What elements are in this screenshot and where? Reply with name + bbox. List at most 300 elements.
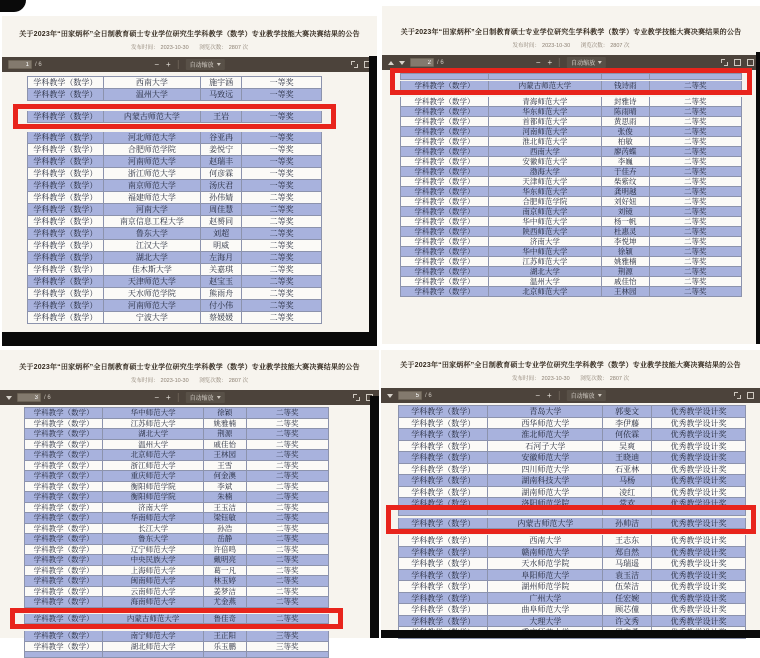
award-cell: 二等奖 <box>242 252 322 263</box>
university-cell: 浙江师范大学 <box>103 461 204 471</box>
name-cell: 戚佳怡 <box>204 440 247 450</box>
award-cell: 优秀教学设计奖 <box>652 535 746 546</box>
name-cell: 刘好妞 <box>602 197 650 206</box>
university-cell: 重庆师范大学 <box>103 471 204 481</box>
publish-time-label: 发布时间： <box>131 45 159 51</box>
award-cell: 一等奖 <box>242 156 322 167</box>
subject-cell <box>400 74 489 79</box>
results-table <box>400 73 742 297</box>
result-row <box>400 177 742 187</box>
subject-cell: 学科教学（数学） <box>27 132 104 143</box>
subject-cell: 学科教学（数学） <box>398 441 488 452</box>
award-cell: 二等奖 <box>650 237 742 246</box>
university-cell <box>489 74 602 79</box>
download-icon[interactable] <box>747 59 754 66</box>
award-cell: 二等奖 <box>242 216 322 227</box>
subject-cell: 学科教学（数学） <box>400 117 489 126</box>
result-row <box>400 257 742 267</box>
name-cell: 王晓迪 <box>603 452 652 463</box>
university-cell: 湖北大学 <box>489 267 602 276</box>
name-cell: 孙浩 <box>204 524 247 534</box>
zoom-mode-select[interactable] <box>567 390 606 401</box>
name-cell: 赵瑞丰 <box>201 156 242 167</box>
views-value: 2807 次 <box>228 45 248 51</box>
award-cell: 一等奖 <box>242 180 322 191</box>
total-pages-label: / 6 <box>44 394 51 401</box>
university-cell: 天津师范大学 <box>104 276 201 287</box>
zoom-mode-select[interactable] <box>567 57 606 68</box>
result-row <box>24 524 329 535</box>
publish-time-value: 2023-10-30 <box>160 378 189 384</box>
university-cell: 福建师范大学 <box>104 192 201 203</box>
subject-cell <box>24 652 103 657</box>
name-cell: 鲁佳奇 <box>204 614 247 624</box>
letterbox-strip <box>2 332 377 346</box>
total-pages-label: / 6 <box>35 61 42 68</box>
subject-cell: 学科教学（数学） <box>24 461 103 471</box>
subject-cell: 学科教学（数学） <box>400 207 489 216</box>
award-cell: 优秀教学设计奖 <box>652 616 746 627</box>
result-row-highlighted <box>398 518 746 530</box>
name-cell: 王林园 <box>602 287 650 296</box>
result-row <box>24 461 329 472</box>
name-cell: 乐玉鹏 <box>204 642 247 652</box>
subject-cell <box>398 510 488 515</box>
name-cell: 赵宝玉 <box>201 276 242 287</box>
next-page-icon[interactable] <box>387 394 393 398</box>
university-cell: 中央民族大学 <box>103 555 204 565</box>
award-cell: 二等奖 <box>247 419 329 429</box>
name-cell: 何依霖 <box>603 429 652 440</box>
result-row <box>27 252 322 264</box>
award-cell: 二等奖 <box>650 267 742 276</box>
photo-corner <box>0 0 26 12</box>
university-cell: 曲阜师范大学 <box>488 604 603 615</box>
name-cell <box>603 510 652 515</box>
views-value: 2807 次 <box>610 43 630 49</box>
zoom-out-button[interactable]: − <box>154 392 159 402</box>
fullscreen-icon[interactable] <box>351 61 358 68</box>
university-cell: 华中师范大学 <box>103 408 204 418</box>
name-cell: 袁玉洁 <box>603 570 652 581</box>
zoom-in-button[interactable]: + <box>547 57 553 67</box>
subject-cell: 学科教学（数学） <box>398 429 488 440</box>
name-cell: 廖芮蝶 <box>602 147 650 156</box>
name-cell: 王志东 <box>603 535 652 546</box>
result-row <box>24 566 329 577</box>
subject-cell: 学科教学（数学） <box>400 147 489 156</box>
views-value: 2807 次 <box>228 378 248 384</box>
result-row <box>24 440 329 451</box>
name-cell: 王玉洁 <box>204 503 247 513</box>
views-value: 2807 次 <box>609 376 629 382</box>
publish-time-label: 发布时间： <box>512 43 541 49</box>
result-row <box>398 487 746 499</box>
result-row <box>24 513 329 524</box>
award-cell: 一等奖 <box>242 111 322 122</box>
award-cell: 优秀教学设计奖 <box>652 475 746 486</box>
zoom-in-button[interactable]: + <box>165 59 171 69</box>
subject-cell: 学科教学（数学） <box>27 89 104 100</box>
name-cell: 徐颖 <box>204 408 247 418</box>
university-cell: 河南师范大学 <box>104 156 201 167</box>
result-row <box>24 492 329 503</box>
zoom-in-button[interactable]: + <box>165 392 171 402</box>
zoom-mode-label: 自动缩放 <box>189 63 214 69</box>
name-cell: 施宇涵 <box>201 77 242 88</box>
result-row <box>27 240 322 252</box>
award-cell: 二等奖 <box>650 197 742 206</box>
university-cell: 西南大学 <box>489 147 602 156</box>
award-cell: 优秀教学设计奖 <box>652 518 746 529</box>
name-cell: 伍荣洁 <box>603 581 652 592</box>
name-cell: 朱楠 <box>204 492 247 502</box>
award-cell: 优秀教学设计奖 <box>652 464 746 475</box>
award-cell: 二等奖 <box>650 187 742 196</box>
toolbar-divider <box>559 391 560 400</box>
views-label: 浏览次数： <box>199 378 227 384</box>
result-row <box>24 555 329 566</box>
result-row <box>27 288 322 300</box>
university-cell: 首都师范大学 <box>489 117 602 126</box>
award-cell: 二等奖 <box>247 482 329 492</box>
subject-cell: 学科教学（数学） <box>398 535 488 546</box>
result-row <box>24 534 329 545</box>
results-table <box>24 407 329 658</box>
name-cell: 汤庆君 <box>201 180 242 191</box>
name-cell: 李巍 <box>602 157 650 166</box>
name-cell: 姜悦宁 <box>201 144 242 155</box>
name-cell: 尤金燕 <box>204 597 247 607</box>
name-cell: 李悦坤 <box>602 237 650 246</box>
result-row <box>398 604 746 616</box>
result-row <box>27 192 322 204</box>
print-icon[interactable] <box>734 59 741 66</box>
university-cell: 华中师范大学 <box>489 247 602 256</box>
award-cell: 二等奖 <box>650 247 742 256</box>
name-cell: 凌红 <box>603 487 652 498</box>
name-cell: 许倍鸣 <box>204 545 247 555</box>
award-cell: 二等奖 <box>650 157 742 166</box>
university-cell: 湖北大学 <box>103 429 204 439</box>
subject-cell: 学科教学（数学） <box>27 240 104 251</box>
fullscreen-icon[interactable] <box>353 394 360 401</box>
subject-cell: 学科教学（数学） <box>24 555 103 565</box>
award-cell: 二等奖 <box>650 81 742 90</box>
announcement-panel-page2 <box>382 6 760 344</box>
subject-cell: 学科教学（数学） <box>398 593 488 604</box>
subject-cell: 学科教学（数学） <box>400 167 489 176</box>
fullscreen-icon[interactable] <box>734 392 741 399</box>
results-table <box>27 76 322 324</box>
name-cell: 郑自然 <box>603 547 652 558</box>
name-cell: 杨一帆 <box>602 217 650 226</box>
publish-time-value: 2023-10-30 <box>541 376 570 382</box>
subject-cell: 学科教学（数学） <box>24 492 103 502</box>
pdf-toolbar <box>0 390 379 405</box>
chevron-down-icon <box>598 61 602 64</box>
result-row <box>398 441 746 453</box>
subject-cell: 学科教学（数学） <box>398 581 488 592</box>
university-cell: 石河子大学 <box>488 441 603 452</box>
award-cell: 二等奖 <box>242 264 322 275</box>
zoom-out-button[interactable]: − <box>535 390 540 400</box>
university-cell: 内蒙古师范大学 <box>489 81 602 90</box>
subject-cell: 学科教学（数学） <box>24 576 103 586</box>
subject-cell: 学科教学（数学） <box>24 545 103 555</box>
subject-cell: 学科教学（数学） <box>400 81 489 90</box>
name-cell: 戴明亮 <box>204 555 247 565</box>
university-cell: 宁波大学 <box>104 312 201 323</box>
subject-cell: 学科教学（数学） <box>27 288 104 299</box>
award-cell: 优秀教学设计奖 <box>652 547 746 558</box>
name-cell: 岳静 <box>204 534 247 544</box>
name-cell: 黄思雨 <box>602 117 650 126</box>
award-cell: 优秀教学设计奖 <box>652 452 746 463</box>
subject-cell: 学科教学（数学） <box>27 252 104 263</box>
university-cell: 河北师范大学 <box>104 132 201 143</box>
subject-cell: 学科教学（数学） <box>24 566 103 576</box>
award-cell: 二等奖 <box>247 492 329 502</box>
zoom-mode-select[interactable] <box>186 59 225 70</box>
subject-cell: 学科教学（数学） <box>400 157 489 166</box>
university-cell: 江苏师范大学 <box>103 419 204 429</box>
name-cell: 于佳卉 <box>602 167 650 176</box>
result-row <box>27 312 322 324</box>
download-icon[interactable] <box>747 392 754 399</box>
publish-time-value: 2023-10-30 <box>160 45 189 51</box>
university-cell: 长江大学 <box>103 524 204 534</box>
university-cell: 安徽师范大学 <box>489 157 602 166</box>
subject-cell: 学科教学（数学） <box>24 440 103 450</box>
university-cell: 内蒙古师范大学 <box>103 614 204 624</box>
result-row <box>27 144 322 156</box>
zoom-out-button[interactable]: − <box>535 57 541 67</box>
next-page-icon[interactable] <box>399 61 405 65</box>
result-row <box>400 187 742 197</box>
name-cell: 葛一凡 <box>204 566 247 576</box>
subject-cell: 学科教学（数学） <box>27 312 104 323</box>
university-cell: 河南师范大学 <box>489 127 602 136</box>
result-row <box>27 216 322 228</box>
subject-cell: 学科教学（数学） <box>398 475 488 486</box>
name-cell: 杜惠灵 <box>602 227 650 236</box>
university-cell: 衡阳师范学院 <box>103 492 204 502</box>
name-cell: 马瑞遥 <box>603 558 652 569</box>
university-cell: 华南师范大学 <box>103 513 204 523</box>
university-cell: 北京师范大学 <box>103 450 204 460</box>
zoom-in-button[interactable]: + <box>546 390 552 400</box>
name-cell: 孙伟婧 <box>201 192 242 203</box>
result-row <box>27 264 322 276</box>
subject-cell: 学科教学（数学） <box>398 464 488 475</box>
award-cell: 二等奖 <box>247 614 329 624</box>
result-row <box>27 228 322 240</box>
subject-cell: 学科教学（数学） <box>400 277 489 286</box>
result-row <box>398 547 746 559</box>
university-cell: 华中师范大学 <box>489 217 602 226</box>
university-cell: 衡阳师范学院 <box>103 482 204 492</box>
university-cell: 天津师范大学 <box>489 177 602 186</box>
result-row <box>27 168 322 180</box>
name-cell: 明威 <box>201 240 242 251</box>
subject-cell: 学科教学（数学） <box>400 247 489 256</box>
university-cell: 合肥师范学院 <box>104 144 201 155</box>
university-cell: 南京师范大学 <box>489 207 602 216</box>
result-row <box>400 287 742 297</box>
name-cell: 郭斐文 <box>603 406 652 417</box>
chevron-down-icon <box>598 394 602 397</box>
name-cell: 付小伟 <box>201 300 242 311</box>
name-cell: 李斌 <box>204 482 247 492</box>
page-number-input[interactable] <box>410 58 434 67</box>
announcement-panel-page5 <box>381 350 760 638</box>
subject-cell: 学科教学（数学） <box>398 498 488 509</box>
subject-cell: 学科教学（数学） <box>27 276 104 287</box>
award-cell: 一等奖 <box>242 77 322 88</box>
university-cell: 南宁师范大学 <box>103 631 204 641</box>
university-cell: 上海师范大学 <box>103 566 204 576</box>
views-label: 浏览次数： <box>580 43 609 49</box>
award-cell: 二等奖 <box>650 167 742 176</box>
award-cell: 优秀教学设计奖 <box>652 558 746 569</box>
result-row-highlighted <box>400 81 742 91</box>
name-cell: 赵赟同 <box>201 216 242 227</box>
university-cell: 温州大学 <box>104 89 201 100</box>
result-row <box>398 406 746 418</box>
subject-cell: 学科教学（数学） <box>24 408 103 418</box>
page-number-input[interactable] <box>17 393 41 402</box>
subject-cell: 学科教学（数学） <box>27 77 104 88</box>
name-cell: 梁钰敏 <box>204 513 247 523</box>
award-cell: 二等奖 <box>247 534 329 544</box>
page-number-input[interactable] <box>8 60 32 69</box>
name-cell: 陈雨晴 <box>602 107 650 116</box>
award-cell: 优秀教学设计奖 <box>652 429 746 440</box>
result-row <box>398 593 746 605</box>
award-cell: 优秀教学设计奖 <box>652 581 746 592</box>
letterbox-strip <box>756 52 760 344</box>
previous-page-icon[interactable] <box>388 61 394 65</box>
subject-cell: 学科教学（数学） <box>398 452 488 463</box>
name-cell: 柏敏 <box>602 137 650 146</box>
zoom-mode-select[interactable] <box>186 392 225 403</box>
meta-line <box>381 374 760 382</box>
subject-cell: 学科教学（数学） <box>398 406 488 417</box>
award-cell: 优秀教学设计奖 <box>652 441 746 452</box>
subject-cell: 学科教学（数学） <box>24 587 103 597</box>
name-cell: 林玉婷 <box>204 576 247 586</box>
result-row <box>400 147 742 157</box>
name-cell: 吴爽 <box>603 441 652 452</box>
next-page-icon[interactable] <box>6 396 12 400</box>
university-cell: 阜阳师范大学 <box>488 570 603 581</box>
name-cell: 刘镜 <box>602 207 650 216</box>
award-cell: 二等奖 <box>247 429 329 439</box>
name-cell: 周佳慧 <box>201 204 242 215</box>
award-cell: 二等奖 <box>247 513 329 523</box>
award-cell: 优秀教学设计奖 <box>652 604 746 615</box>
university-cell: 青岛大学 <box>488 406 603 417</box>
publish-time-value: 2023-10-30 <box>542 43 571 49</box>
result-row <box>24 587 329 598</box>
university-cell: 华东师范大学 <box>489 187 602 196</box>
university-cell: 北京师范大学 <box>489 287 602 296</box>
award-cell: 二等奖 <box>247 471 329 481</box>
university-cell: 鲁东大学 <box>104 228 201 239</box>
university-cell: 陕西师范大学 <box>489 227 602 236</box>
result-row <box>400 227 742 237</box>
name-cell: 任宏婉 <box>603 593 652 604</box>
views-label: 浏览次数： <box>580 376 608 382</box>
subject-cell: 学科教学（数学） <box>398 547 488 558</box>
subject-cell: 学科教学（数学） <box>24 419 103 429</box>
award-cell: 二等奖 <box>247 555 329 565</box>
pdf-toolbar <box>2 57 377 72</box>
award-cell: 二等奖 <box>650 287 742 296</box>
university-cell: 湖北师范大学 <box>103 642 204 652</box>
subject-cell: 学科教学（数学） <box>400 127 489 136</box>
announcement-panel-page1 <box>2 16 377 346</box>
award-cell: 二等奖 <box>242 192 322 203</box>
page-title: 关于2023年“田家炳杯”全日制教育硕士专业学位研究生学科教学（数学）专业教学技能大赛决赛结果的公告 <box>400 362 741 369</box>
university-cell: 安徽师范大学 <box>488 452 603 463</box>
result-row <box>398 464 746 476</box>
result-row <box>24 450 329 461</box>
award-cell: 二等奖 <box>650 277 742 286</box>
subject-cell: 学科教学（数学） <box>24 471 103 481</box>
award-cell: 二等奖 <box>247 566 329 576</box>
name-cell: 蔡媛媛 <box>201 312 242 323</box>
university-cell: 内蒙古师范大学 <box>104 111 201 122</box>
university-cell: 广州大学 <box>488 593 603 604</box>
total-pages-label: / 6 <box>437 59 444 66</box>
zoom-mode-label: 自动缩放 <box>570 394 595 400</box>
letterbox-strip <box>381 630 760 638</box>
pdf-toolbar <box>382 55 760 70</box>
name-cell: 龚明越 <box>602 187 650 196</box>
page-number-input[interactable] <box>398 391 422 400</box>
name-cell: 钱诗雨 <box>602 81 650 90</box>
zoom-out-button[interactable]: − <box>154 59 159 69</box>
result-row <box>27 276 322 288</box>
letterbox-strip <box>369 56 377 338</box>
subject-cell: 学科教学（数学） <box>24 482 103 492</box>
name-cell: 姜梦洁 <box>204 587 247 597</box>
university-cell: 南京信息工程大学 <box>104 216 201 227</box>
subject-cell: 学科教学（数学） <box>400 187 489 196</box>
fullscreen-icon[interactable] <box>721 59 728 66</box>
result-row <box>27 300 322 312</box>
award-cell: 二等奖 <box>650 127 742 136</box>
result-row <box>400 217 742 227</box>
subject-cell: 学科教学（数学） <box>24 614 103 624</box>
subject-cell: 学科教学（数学） <box>398 558 488 569</box>
subject-cell: 学科教学（数学） <box>400 97 489 106</box>
result-row-clipped <box>400 74 742 80</box>
result-row <box>398 535 746 547</box>
university-cell: 西南大学 <box>104 77 201 88</box>
university-cell: 内蒙古师范大学 <box>488 518 603 529</box>
result-row <box>24 597 329 608</box>
university-cell: 温州大学 <box>489 277 602 286</box>
university-cell: 济南大学 <box>103 503 204 513</box>
award-cell: 二等奖 <box>247 461 329 471</box>
university-cell: 天水师范学院 <box>488 558 603 569</box>
university-cell <box>103 652 204 657</box>
award-cell: 优秀教学设计奖 <box>652 498 746 509</box>
name-cell: 张俊 <box>602 127 650 136</box>
